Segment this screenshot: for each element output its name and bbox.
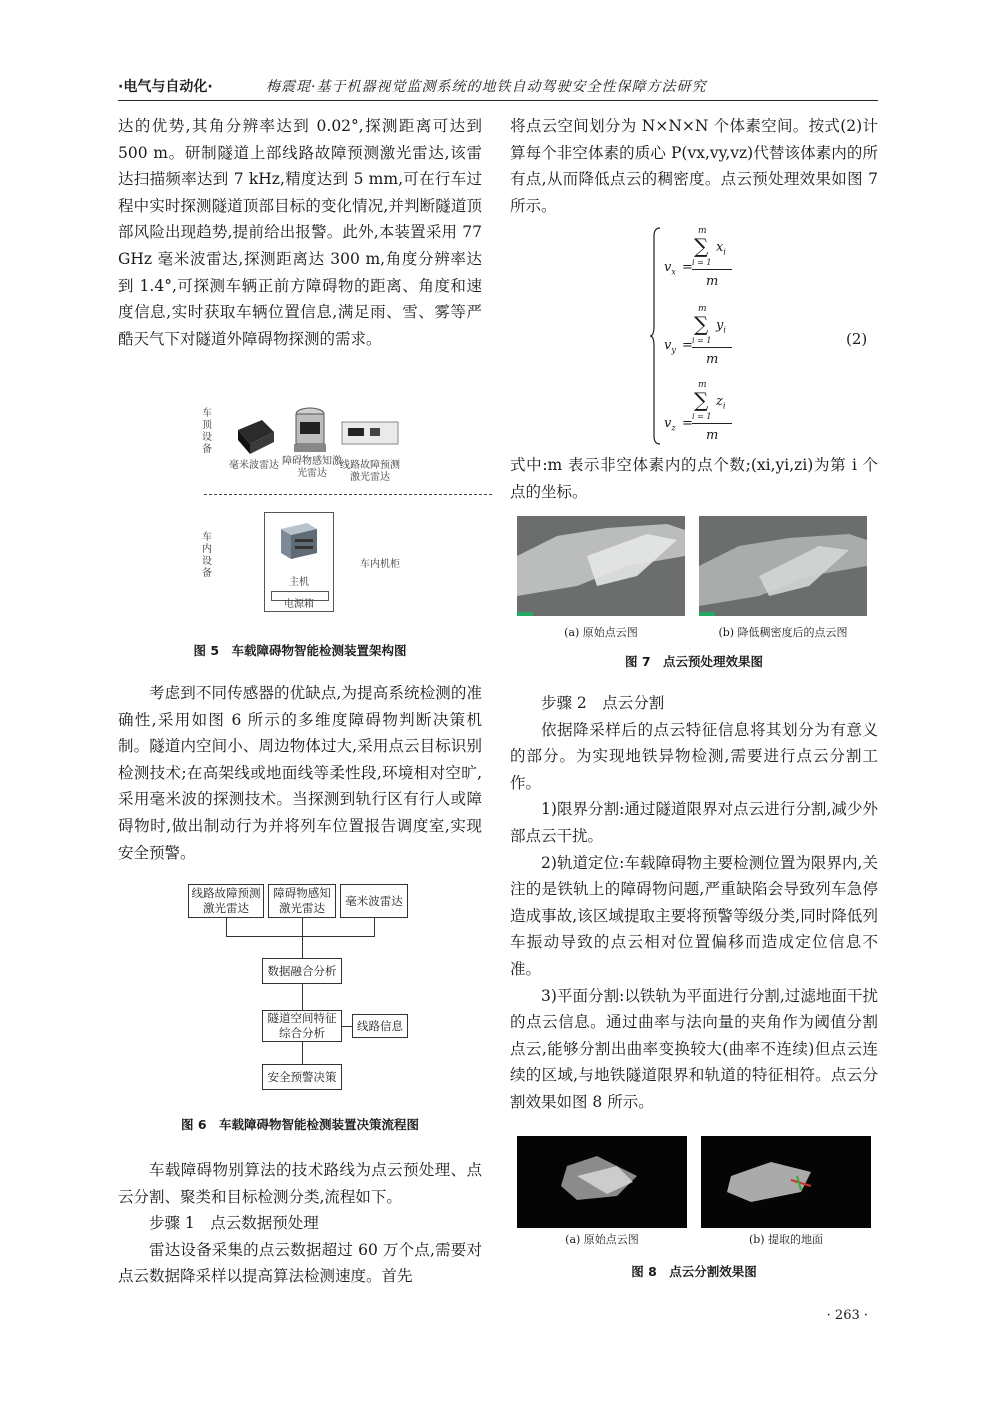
fig6-connector <box>226 936 375 937</box>
left-paragraph-3: 车载障碍物别算法的技术路线为点云预处理、点云分割、聚类和目标检测分类,流程如下。 <box>118 1161 482 1206</box>
fig6-connector <box>302 936 303 958</box>
left-paragraph-4: 雷达设备采集的点云数据超过 60 万个点,需要对点云数据降采样以提高算法检测速度。首先 <box>118 1240 482 1286</box>
fig6-box-data-fusion: 数据融合分析 <box>262 958 342 984</box>
fig6-box-obstacle-lidar: 障碍物感知激光雷达 <box>268 884 336 918</box>
figure-7-caption: 图 7 点云预处理效果图 <box>624 654 764 669</box>
eq-sum-bottom: i = 1 <box>692 412 712 421</box>
eq-equals: = <box>682 338 693 353</box>
fig8-original-pointcloud-image <box>517 1136 687 1228</box>
right-column-2 <box>510 452 878 505</box>
equation-2 <box>650 222 760 450</box>
fig7-subcaption-a: (a) 原始点云图 <box>564 626 638 639</box>
page-number: · 263 · <box>826 1308 868 1323</box>
sum-icon: ∑ <box>694 234 709 258</box>
header-rule <box>118 100 878 101</box>
section-label: ·电气与自动化· <box>118 79 213 95</box>
fig5-host-label: 主机 <box>289 577 309 588</box>
left-column <box>118 113 482 352</box>
step-1-heading: 步骤 1 点云数据预处理 <box>149 1214 319 1233</box>
eq-sum-bottom: i = 1 <box>692 336 712 345</box>
fig5-divider <box>204 494 492 495</box>
eq-sum-bottom: i = 1 <box>692 258 712 267</box>
fig6-box-line-info: 线路信息 <box>352 1014 408 1038</box>
running-header <box>118 76 878 98</box>
eq-fraction-bar <box>692 347 732 348</box>
fig5-power-label: 电源箱 <box>284 599 314 610</box>
fig7-downsampled-pointcloud-image <box>699 516 867 616</box>
line-fault-lidar-image <box>340 420 400 448</box>
fig8-subcaption-a: (a) 原始点云图 <box>565 1233 639 1246</box>
fig5-device1-label: 毫米波雷达 <box>229 460 279 471</box>
right-paragraph-6: 3)平面分割:以铁轨为平面进行分割,过滤地面干扰的点云信息。通过曲率与法向量的夹角作为阈值分割点云,能够分割出曲率变换较大(曲率不连续)但点云连续的区域,与地铁隧道限界和轨道的特征相符。点云分割效果如图 8 所示。 <box>510 986 878 1111</box>
fig6-box-mm-radar: 毫米波雷达 <box>340 884 408 918</box>
right-paragraph-1: 将点云空间划分为 N×N×N 个体素空间。按式(2)计算每个非空体素的质心 P(vx,vy,vz)代替该体素内的所有点,从而降低点云的稠密度。点云预处理效果如图 7 所示。 <box>510 117 878 215</box>
fig8-subcaption-b: (b) 提取的地面 <box>748 1233 824 1246</box>
fig6-connector <box>302 984 303 1010</box>
fig5-cabinet-frame <box>264 512 334 612</box>
figure-5-caption: 图 5 车载障碍物智能检测装置架构图 <box>193 643 407 658</box>
fig5-top-group-label: 车顶设备 <box>202 408 212 455</box>
figure-8-caption: 图 8 点云分割效果图 <box>631 1264 757 1279</box>
fig6-connector <box>374 918 375 936</box>
fig6-connector <box>226 918 227 936</box>
eq-fraction-bar <box>692 269 732 270</box>
right-paragraph-5: 2)轨道定位:车载障碍物主要检测位置为限界内,关注的是铁轨上的障碍物问题,严重缺陷会导致列车急停造成事故,该区域提取主要将预警等级分类,同时降低列车振动导致的点云相对位置偏移而造成定位信息不准。 <box>510 853 878 978</box>
fig5-device2-label: 障碍物感知激光雷达 <box>282 456 342 479</box>
sum-icon: ∑ <box>694 312 709 336</box>
obstacle-lidar-image <box>292 406 328 454</box>
fig6-box-tunnel-analysis: 隧道空间特征综合分析 <box>262 1010 342 1042</box>
right-column <box>510 113 878 219</box>
right-paragraph-3: 依据降采样后的点云特征信息将其划分为有意义的部分。为实现地铁异物检测,需要进行点云分割工作。 <box>510 720 878 792</box>
right-paragraph-2: 式中:m 表示非空体素内的点个数;(xi,yi,zi)为第 i 个点的坐标。 <box>510 456 878 501</box>
fig5-device3-label: 线路故障预测激光雷达 <box>340 460 400 483</box>
fig6-connector <box>302 1042 303 1064</box>
server-icon <box>277 519 321 563</box>
fig5-bottom-group-label: 车内设备 <box>202 532 212 579</box>
millimeter-radar-image <box>232 416 276 456</box>
left-paragraph-1: 达的优势,其角分辨率达到 0.02°,探测距离可达到 500 m。研制隧道上部线路故障预测激光雷达,该雷达扫描频率达到 7 kHz,精度达到 5 mm,可在行车过程中实时探测隧道顶部目标的变化情况,并判断隧道顶部风险出现趋势,提前给出报警。此外,本装置采用 77 GHz 毫米波雷达,探测距离达 300 m,角度分辨率达到 1.4°,可探测车辆正前方障碍物的距离、角度和速度信息,实时获取车辆位置信息,满足雨、雪、雾等严酷天气下对隧道外障碍物探测的需求。 <box>118 117 482 348</box>
running-title: 梅震琨·基于机器视觉监测系统的地铁自动驾驶安全性保障方法研究 <box>266 79 707 95</box>
fig6-connector <box>302 918 303 936</box>
eq-denominator: m <box>706 352 719 367</box>
eq-vy: $v_y$ <box>664 338 676 355</box>
eq-equals: = <box>682 416 693 431</box>
eq-sum-top: m <box>698 226 707 236</box>
eq-sum-top: m <box>698 380 707 390</box>
figure-6-caption: 图 6 车载障碍物智能检测装置决策流程图 <box>180 1117 420 1132</box>
eq-equals: = <box>682 260 693 275</box>
sum-icon: ∑ <box>694 388 709 412</box>
fig6-box-line-fault-lidar: 线路故障预测激光雷达 <box>188 884 264 918</box>
figure-6 <box>186 882 416 1092</box>
eq-vz: $v_z$ <box>664 416 676 433</box>
step-2-heading: 步骤 2 点云分割 <box>541 694 665 712</box>
right-column-3 <box>510 690 878 1116</box>
fig6-box-safety-decision: 安全预警决策 <box>262 1064 342 1090</box>
fig7-subcaption-b: (b) 降低稠密度后的点云图 <box>718 626 848 639</box>
left-column-3 <box>118 1157 482 1290</box>
eq-fraction-bar <box>692 423 732 424</box>
fig8-ground-extraction-image <box>701 1136 871 1228</box>
brace-icon <box>650 226 662 446</box>
figure-5 <box>200 402 500 612</box>
eq-zi: $z_i$ <box>716 394 726 411</box>
fig5-cabinet-label: 车内机柜 <box>360 559 400 570</box>
eq-sum-top: m <box>698 304 707 314</box>
equation-number: (2) <box>846 330 868 348</box>
eq-xi: $x_i$ <box>716 240 726 257</box>
fig7-original-pointcloud-image <box>517 516 685 616</box>
left-paragraph-2: 考虑到不同传感器的优缺点,为提高系统检测的准确性,采用如图 6 所示的多维度障碍物判断决策机制。隧道内空间小、周边物体过大,采用点云目标识别检测技术;在高架线或地面线等柔性段,环境相对空旷,采用毫米波的探测技术。当探测到轨行区有行人或障碍物时,做出制动行为并将列车位置报告调度室,实现安全预警。 <box>118 684 482 862</box>
eq-denominator: m <box>706 428 719 443</box>
eq-denominator: m <box>706 274 719 289</box>
eq-vx: $v_x$ <box>664 260 676 277</box>
eq-yi: $y_i$ <box>716 318 726 335</box>
left-column-2 <box>118 680 482 866</box>
fig6-arrow <box>342 1026 352 1027</box>
right-paragraph-4: 1)限界分割:通过隧道限界对点云进行分割,减少外部点云干扰。 <box>510 800 878 845</box>
